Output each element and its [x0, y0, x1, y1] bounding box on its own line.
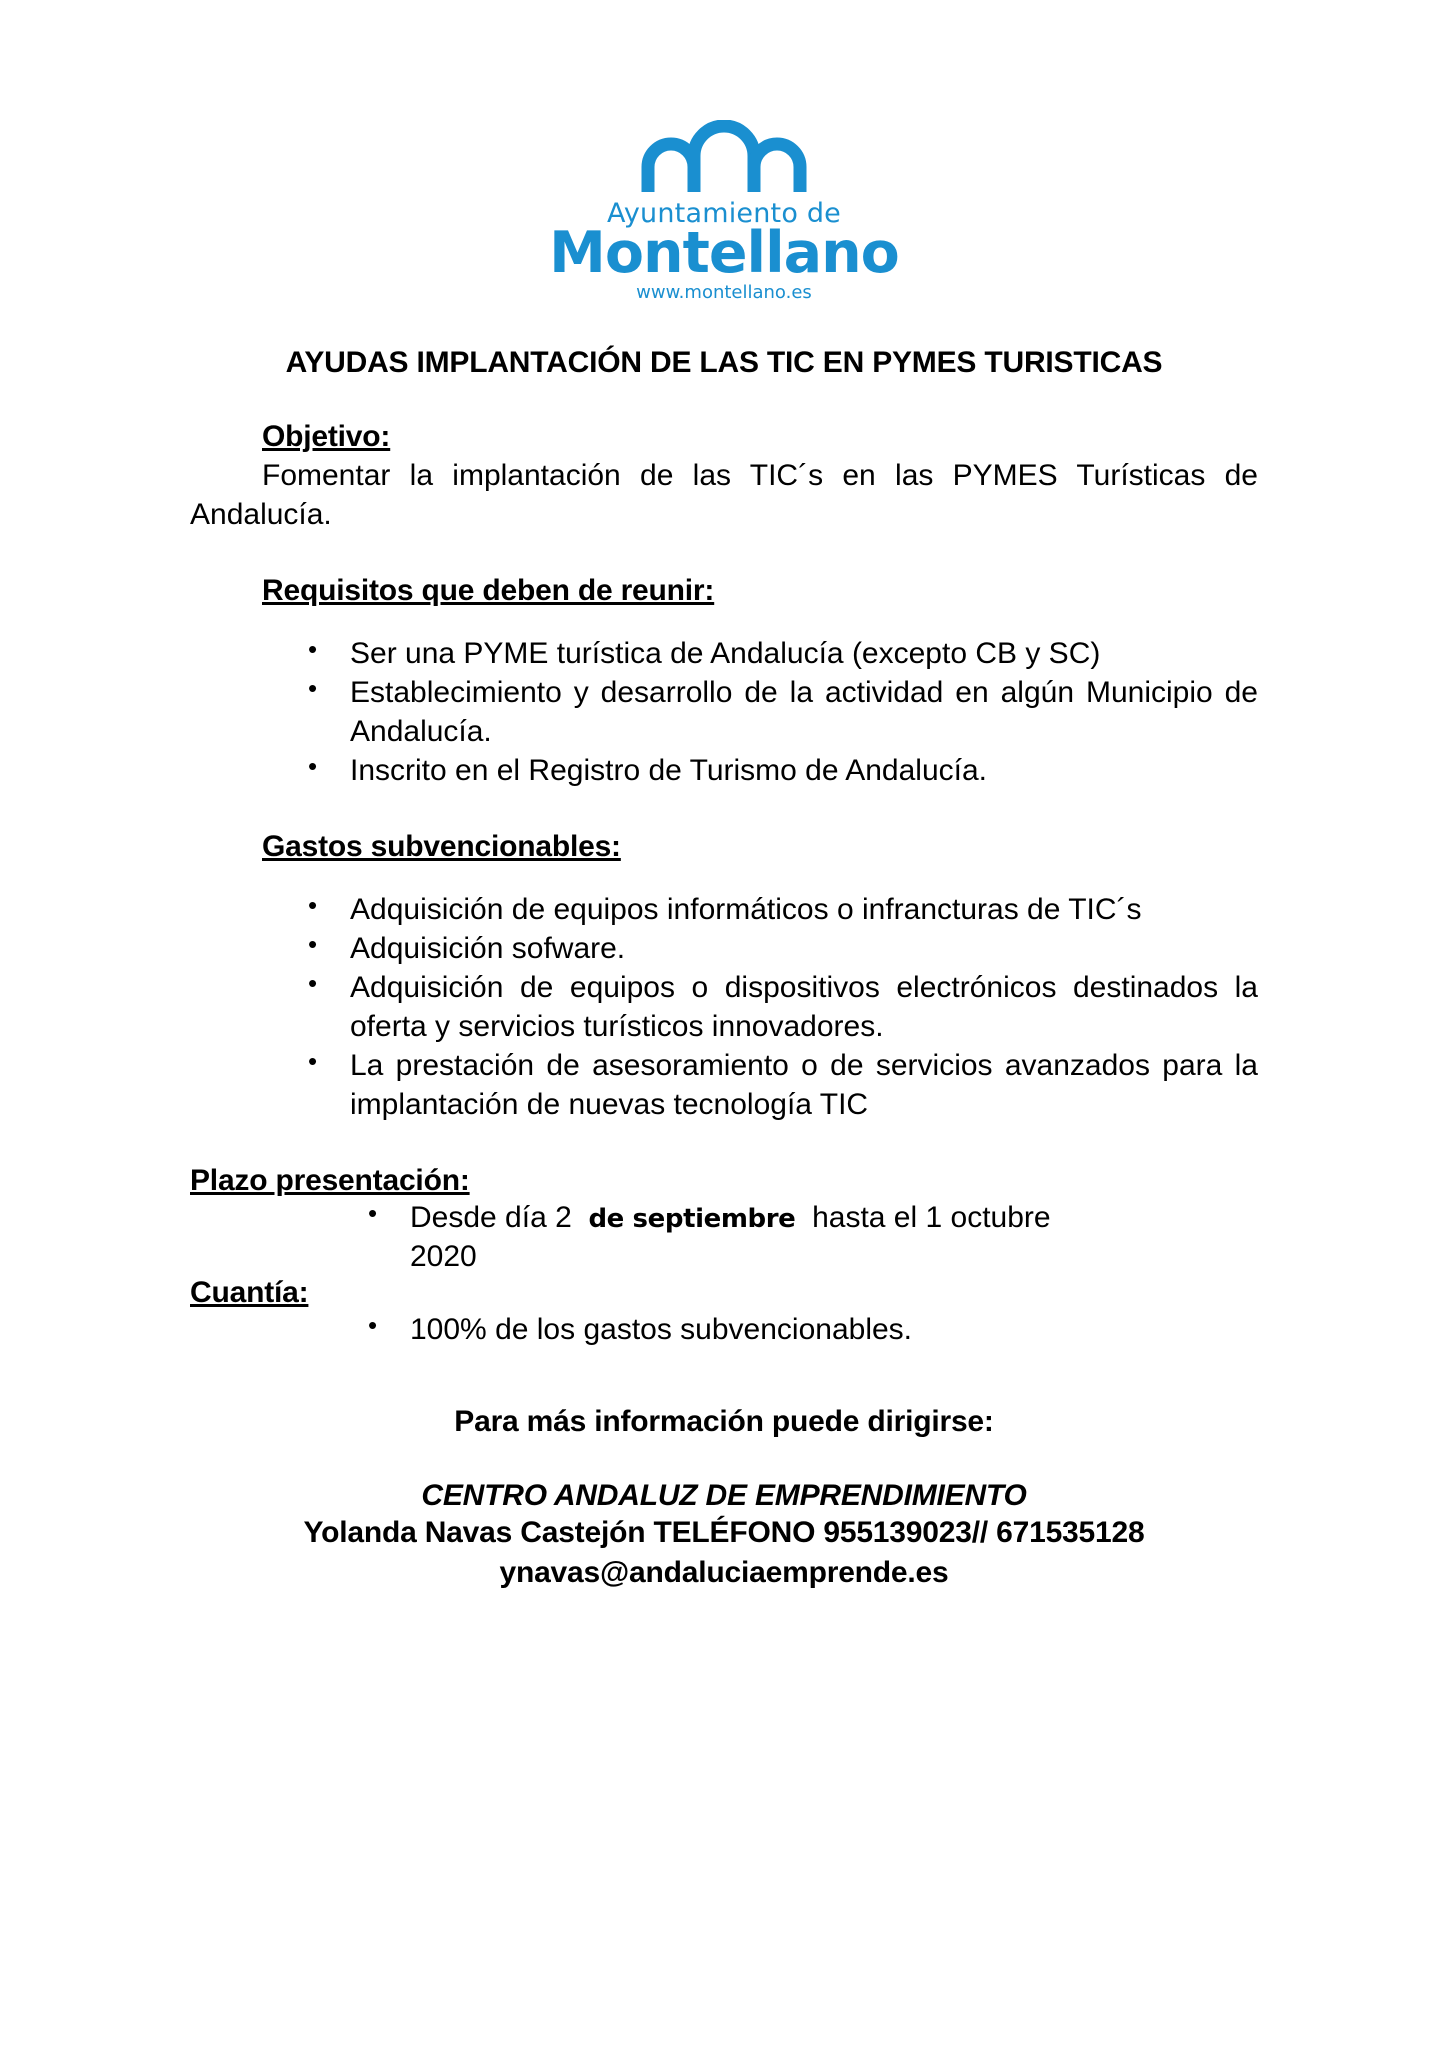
- list-item: • Inscrito en el Registro de Turismo de Andalucía.: [300, 751, 1258, 790]
- list-item: [360, 1198, 1258, 1276]
- list-item: • Adquisición de equipos informáticos o infrancturas de TIC´s: [300, 890, 1258, 929]
- logo-url: www.montellano.es: [636, 282, 812, 303]
- list-item: • Establecimiento y desarrollo de la actividad en algún Municipio de Andalucía.: [300, 673, 1258, 751]
- requisitos-list: [190, 634, 1258, 790]
- section-body-objetivo: [190, 456, 1258, 534]
- cuantia-list: [190, 1310, 1258, 1349]
- list-item: • Ser una PYME turística de Andalucía (excepto CB y SC): [300, 634, 1258, 673]
- list-item: • 100% de los gastos subvencionables.: [360, 1310, 1258, 1349]
- plazo-text-start: Desde día 2: [410, 1201, 572, 1234]
- gastos-list: [190, 890, 1258, 1124]
- list-item: • La prestación de asesoramiento o de servicios avanzados para la implantación de nuevas tecnología TIC: [300, 1046, 1258, 1124]
- footer-contact: Yolanda Navas Castejón TELÉFONO 955139023// 671535128: [303, 1516, 1145, 1549]
- footer-cta: Para más información puede dirigirse:: [454, 1405, 994, 1438]
- plazo-year: 2020: [410, 1240, 477, 1273]
- section-heading-requisitos: Requisitos que deben de reunir:: [262, 574, 715, 607]
- plazo-list: [190, 1198, 1258, 1276]
- montellano-logo: [190, 0, 1258, 302]
- footer-email: ynavas@andaluciaemprende.es: [499, 1555, 949, 1589]
- page-title: AYUDAS IMPLANTACIÓN DE LAS TIC EN PYMES TURISTICAS: [285, 346, 1163, 379]
- objetivo-text: Fomentar la implantación de las TIC´s en las PYMES Turísticas de Andalucía.: [190, 459, 1258, 531]
- section-heading-objetivo: Objetivo:: [262, 420, 391, 453]
- list-item: • Adquisición de equipos o dispositivos electrónicos destinados la oferta y servicios turísticos innovadores.: [300, 968, 1258, 1046]
- plazo-month-highlight: de septiembre: [588, 1204, 796, 1234]
- section-heading-gastos: Gastos subvencionables:: [262, 830, 621, 863]
- logo-subtitle: Ayuntamiento de: [607, 198, 841, 229]
- three-arches-icon: [638, 120, 810, 196]
- logo-name: Montellano: [549, 220, 899, 286]
- plazo-text-end: hasta el 1 octubre: [812, 1201, 1051, 1234]
- footer-organization: CENTRO ANDALUZ DE EMPRENDIMIENTO: [421, 1479, 1027, 1512]
- section-heading-cuantia: Cuantía:: [190, 1276, 309, 1309]
- section-heading-plazo: Plazo presentación:: [190, 1164, 470, 1197]
- list-item: • Adquisición sofware.: [300, 929, 1258, 968]
